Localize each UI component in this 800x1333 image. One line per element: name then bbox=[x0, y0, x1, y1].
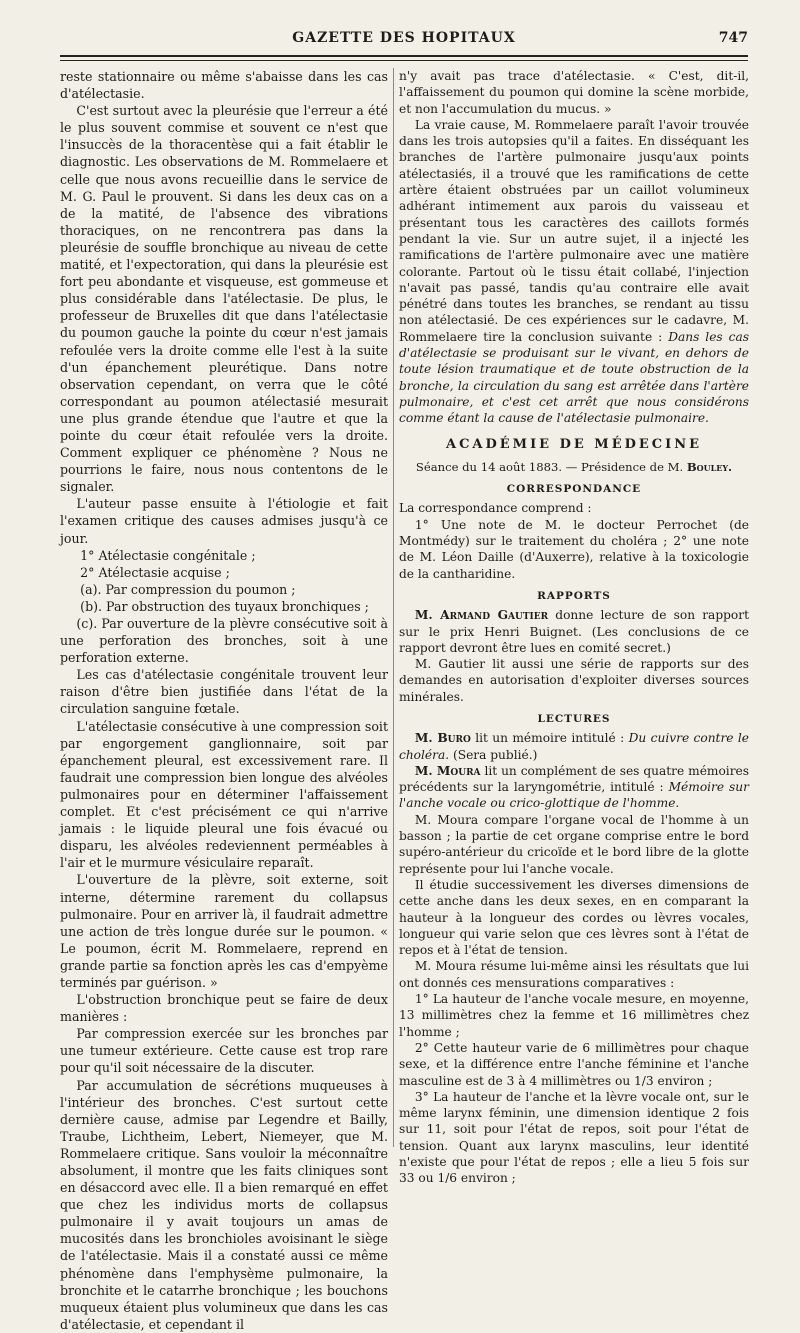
paragraph: M. Gautier lit aussi une série de rapports sur des demandes en autorisation d'exploiter diverses sources minérales. bbox=[399, 657, 749, 704]
session-president: Bouley. bbox=[686, 459, 733, 474]
section-heading-lectures: LECTURES bbox=[537, 712, 611, 725]
paragraph-text: lit un mémoire intitulé : bbox=[470, 731, 629, 746]
paragraph: Par compression exercée sur les bronches par une tumeur extérieure. Cette cause est trop rare pour qu'il soit nécessaire de la discuter. bbox=[60, 1026, 388, 1076]
paragraph: La correspondance comprend : bbox=[399, 501, 592, 516]
list-item: (c). Par ouverture de la plèvre consécutive soit à une perforation des bronches, soit à une perforation externe. bbox=[60, 616, 388, 666]
paragraph: L'atélectasie consécutive à une compression soit par engorgement ganglionnaire, soit par épanchement pleural, est excessivement rare. Il faudrait une compression bien longue des alvéoles pulmonaires pour en déterminer l'affaissement complet. Et c'est précisément ce qui n'arrive jamais : le liquide pleural une fois évacué ou disparu, les alvéoles redeviennent perméables à l'air et le murmure vésiculaire reparaît. bbox=[60, 718, 388, 871]
running-head bbox=[60, 30, 748, 52]
section-heading-academie: ACADÉMIE DE MÉDECINE bbox=[445, 436, 702, 452]
conclusion-quote: Dans les cas d'atélectasie se produisant sur le vivant, en dehors de toute lésion traumatique et de toute obstruction de la bronche, la circulation du sang est arrêtée dans l'artère pulmonaire, et c'est cet arrêt que nous considérons comme étant la cause de l'atélectasie pulmonaire. bbox=[399, 329, 749, 426]
paragraph bbox=[399, 117, 749, 427]
paragraph: n'y avait pas trace d'atélectasie. « C'est, dit-il, l'affaissement du poumon qui domine la scène morbide, et non l'accumulation du mucus. » bbox=[399, 69, 749, 116]
paragraph bbox=[399, 730, 749, 763]
header-rule-thick bbox=[60, 55, 748, 57]
header-rule-thin bbox=[60, 60, 748, 61]
right-column bbox=[399, 68, 749, 1186]
paragraph: Par accumulation de sécrétions muqueuses à l'intérieur des bronches. C'est surtout cette dernière cause, admise par Legendre et Bailly, Traube, Lichtheim, Lebert, Niemeyer, que M. Rommelaere critique. Sans vouloir la méconnaître absolument, il montre que les faits cliniques sont en désaccord avec elle. Il a bien remarqué en effet que chez les individus morts de collapsus pulmonaire il y avait toujours un amas de mucosités dans les bronchioles avoisinant le siège de l'atélectasie. Mais il a constaté aussi ce même phénomène dans l'emphysème pulmonaire, la bronchite et le catarrhe bronchique ; les bouchons muqueux étaient plus volumineux que dans les cas d'atélectasie, et cependant il bbox=[60, 1077, 388, 1332]
paragraph: L'ouverture de la plèvre, soit externe, soit interne, détermine rarement du collapsus pulmonaire. Pour en arriver là, il faudrait admettre une action de très longue durée sur le poumon. « Le poumon, écrit M. Rommelaere, reprend en grande partie sa fonction après les cas d'empyème terminés par guérison. » bbox=[60, 872, 388, 990]
paragraph: reste stationnaire ou même s'abaisse dans les cas d'atélectasie. bbox=[60, 69, 388, 102]
list-item: (b). Par obstruction des tuyaux bronchiques ; bbox=[80, 598, 369, 614]
list-item: 3° La hauteur de l'anche et la lèvre vocale ont, sur le même larynx féminin, une dimension identique 2 fois sur 11, soit pour l'état de repos, soit pour l'état de tension. Quant aux larynx masculins, leur identité n'existe que pour l'état de repos ; elle a lieu 5 fois sur 33 ou 1/6 environ ; bbox=[399, 1089, 749, 1186]
paragraph-text: La vraie cause, M. Rommelaere paraît l'avoir trouvée dans les trois autopsies qu'il a faites. En disséquant les branches de l'artère pulmonaire jusqu'aux points atélectasiés, il a trouvé que les ramifications de cette artère étaient obstruées par un caillot volumineux adhérant intimement aux parois du vaisseau et présentant tous les caractères des caillots formés pendant la vie. Sur un autre sujet, il a injecté les ramifications de l'artère pulmonaire avec une matière colorante. Partout où le tissu était collabé, l'injection n'avait pas passé, tandis qu'au contraire elle avait pénétré dans toutes les branches, se rendant au tissu non atélectasié. De ces expériences sur le cadavre, M. Rommelaere tire la conclusion suivante : bbox=[399, 117, 749, 344]
paragraph bbox=[399, 607, 749, 656]
speaker-name: M. Buro bbox=[414, 731, 471, 746]
section-heading-rapports: RAPPORTS bbox=[537, 589, 611, 602]
speaker-name: M. Moura bbox=[414, 763, 481, 778]
left-column bbox=[60, 68, 388, 1332]
paragraph: L'obstruction bronchique peut se faire de deux manières : bbox=[60, 992, 388, 1025]
list-item: 2° Cette hauteur varie de 6 millimètres pour chaque sexe, et la différence entre l'anche féminine et l'anche masculine est de 3 à 4 millimètres ou 1/3 environ ; bbox=[399, 1040, 749, 1088]
paragraph: Il étudie successivement les diverses dimensions de cette anche dans les deux sexes, en en comparant la hauteur à la longueur des cordes ou lèvres vocales, longueur qui varie selon que ces lèvres sont à l'état de repos et à l'état de tension. bbox=[399, 877, 749, 958]
paragraph: 1° Une note de M. le docteur Perrochet (de Montmédy) sur le traitement du choléra ; 2° une note de M. Léon Daille (d'Auxerre), relative à la toxicologie de la cantharidine. bbox=[399, 517, 749, 581]
list-item: (a). Par compression du poumon ; bbox=[80, 581, 296, 597]
paragraph-text: donne lecture de son rapport sur le prix Henri Buignet. (Les conclusions de ce rapport devront être lues en comité secret.) bbox=[399, 608, 749, 655]
speaker-name: M. Armand Gautier bbox=[414, 608, 549, 623]
column-divider bbox=[393, 68, 394, 1147]
paragraph: M. Moura résume lui-même ainsi les résultats que lui ont donnés ces mensurations comparatives : bbox=[399, 959, 749, 990]
section-heading-correspondance: CORRESPONDANCE bbox=[506, 483, 642, 496]
paragraph bbox=[399, 763, 749, 812]
paragraph: L'auteur passe ensuite à l'étiologie et fait l'examen critique des causes admises jusqu'à ce jour. bbox=[60, 496, 388, 546]
paragraph: C'est surtout avec la pleurésie que l'erreur a été le plus souvent commise et souvent ce n'est que l'insuccès de la thoracentèse qui a fait établir le diagnostic. Les observations de M. Rommelaere et celle que nous avons recueillie dans le service de M. G. Paul le prouvent. Si dans les deux cas on a de la matité, de l'absence des vibrations thoraciques, on ne rencontrera pas dans la pleurésie de souffle bronchique au niveau de cette matité, et l'expectoration, qui dans la pleurésie est fort peu abondante et visqueuse, est gommeuse et plus considérable dans l'atélectasie. De plus, le professeur de Bruxelles dit que dans l'atélectasie du poumon gauche la pointe du cœur n'est jamais refoulée vers la droite comme elle l'est à la suite d'un épanchement pleurétique. Dans notre observation cependant, on verra que le côté correspondant au poumon atélectasié mesurait une plus grande étendue que l'autre et que la pointe du cœur était refoulée vers la droite. Comment expliquer ce phénomène ? Nous ne pourrions le faire, nous nous contentons de le signaler. bbox=[60, 103, 388, 495]
paragraph-text: (Sera publié.) bbox=[449, 747, 538, 762]
memoir-title: Mémoire sur l'anche vocale ou crico-glottique de l'homme. bbox=[399, 780, 749, 811]
session-line bbox=[399, 459, 749, 475]
list-item: 1° La hauteur de l'anche vocale mesure, en moyenne, 13 millimètres chez la femme et 16 millimètres chez l'homme ; bbox=[399, 992, 749, 1039]
list-item: 2° Atélectasie acquise ; bbox=[80, 564, 230, 580]
page-number: 747 bbox=[718, 30, 748, 46]
publication-title: GAZETTE DES HOPITAUX bbox=[292, 30, 516, 46]
paragraph: M. Moura compare l'organe vocal de l'homme à un basson ; la partie de cet organe comprise entre le bord supéro-antérieur du cricoïde et le bord libre de la glotte représente pour lui l'anche vocale. bbox=[399, 812, 749, 876]
paragraph-text: lit un complément de ses quatre mémoires précédents sur la laryngométrie, intitulé : bbox=[399, 763, 749, 795]
memoir-title: Du cuivre contre le choléra. bbox=[399, 731, 749, 762]
session-prefix: Séance du 14 août 1883. — Présidence de M. bbox=[415, 459, 684, 474]
list-item: 1° Atélectasie congénitale ; bbox=[80, 547, 256, 563]
paragraph: Les cas d'atélectasie congénitale trouvent leur raison d'être bien justifiée dans l'état de la circulation sanguine fœtale. bbox=[60, 667, 388, 717]
